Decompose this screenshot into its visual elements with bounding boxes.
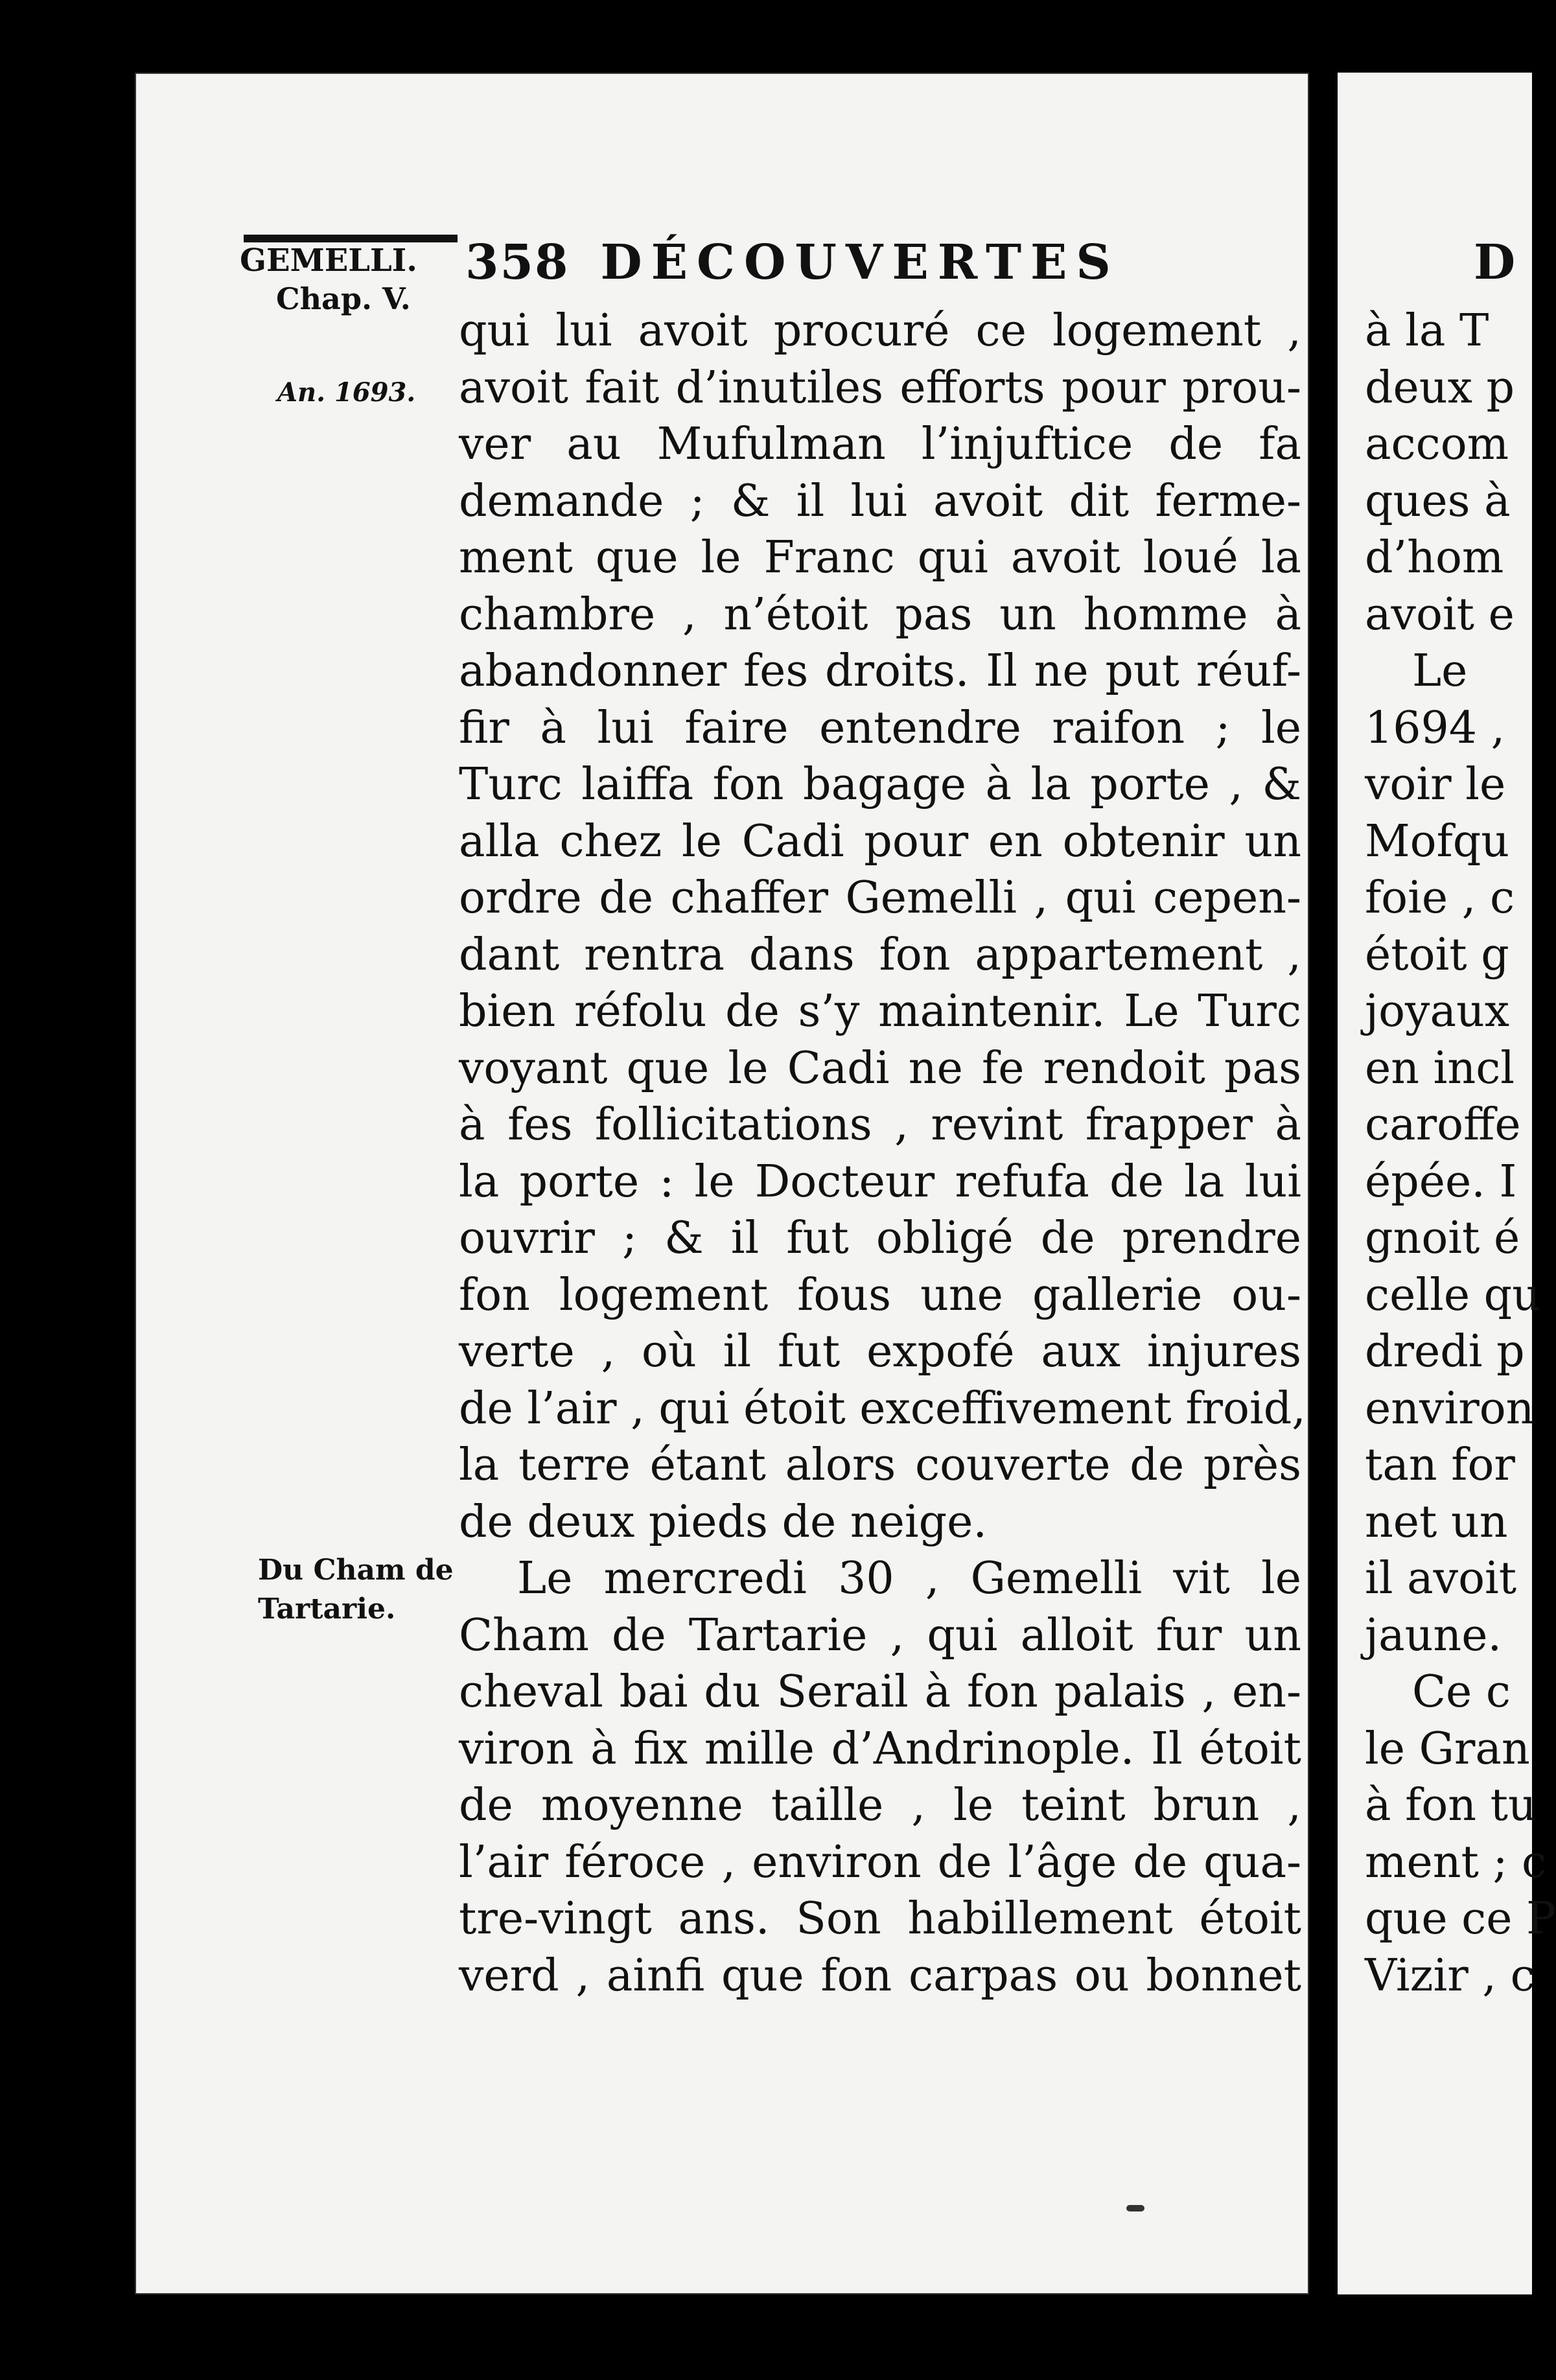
text-line: le Gran [1365, 1723, 1530, 1775]
text-line: 1694 , [1365, 702, 1505, 754]
text-line: à fes follicitations , revint frapper à [459, 1099, 1301, 1150]
margin-note-topic-line-2: Tartarie. [258, 1592, 396, 1626]
text-line: Vizir , c [1365, 1950, 1535, 2001]
page-header [465, 235, 1120, 290]
text-line: qui lui avoit procuré ce logement , [459, 305, 1301, 356]
text-line: épée. I [1365, 1156, 1517, 1208]
text-line: cheval bai du Serail à fon palais , en- [459, 1666, 1301, 1718]
text-line: dredi p [1365, 1326, 1525, 1377]
text-line: celle qu [1365, 1269, 1541, 1321]
text-line: la terre étant alors couverte de près [459, 1440, 1301, 1491]
right-page-header: D [1474, 235, 1516, 290]
text-line: Turc laiffa fon bagage à la porte , & [459, 759, 1301, 810]
text-line: alla chez le Cadi pour en obtenir un [459, 815, 1301, 867]
text-line: que ce P [1365, 1893, 1556, 1944]
text-line: foie , c [1365, 872, 1515, 924]
text-line: chambre , n’étoit pas un homme à [459, 589, 1301, 640]
ink-mark [1126, 2205, 1144, 2211]
text-line: dant rentra dans fon appartement , [459, 929, 1301, 981]
text-line: Le mercredi 30 , Gemelli vit le [517, 1553, 1301, 1604]
running-title: DÉCOUVERTES [600, 235, 1120, 290]
text-line: Ce c [1412, 1666, 1511, 1718]
text-line: fon logement fous une gallerie ou- [459, 1269, 1301, 1321]
text-line: Mofqu [1365, 815, 1510, 867]
text-line: jaune. [1365, 1609, 1502, 1661]
text-line: il avoit [1365, 1553, 1517, 1604]
text-line: net un [1365, 1496, 1508, 1548]
text-line: de moyenne taille , le teint brun , [459, 1780, 1301, 1831]
text-line: caroffe [1365, 1099, 1521, 1150]
text-line: ouvrir ; & il fut obligé de prendre [459, 1213, 1301, 1264]
margin-note-author: GEMELLI. [240, 242, 417, 279]
text-line: à la T [1365, 305, 1489, 356]
text-line: de deux pieds de neige. [459, 1496, 988, 1548]
text-line: ver au Mufulman l’injuftice de fa [459, 419, 1301, 470]
text-line: tre-vingt ans. Son habillement étoit [459, 1893, 1301, 1944]
text-line: ques à [1365, 475, 1511, 527]
text-line: ment que le Franc qui avoit loué la [459, 532, 1301, 583]
text-line: ordre de chaffer Gemelli , qui cepen- [459, 872, 1301, 924]
body-text [459, 303, 1306, 2004]
text-line: abandonner fes droits. Il ne put réuf- [459, 646, 1301, 697]
text-line: l’air féroce , environ de l’âge de qua- [459, 1836, 1301, 1888]
text-line: d’hom [1365, 532, 1504, 583]
text-line: deux p [1365, 362, 1515, 414]
text-line: étoit g [1365, 929, 1509, 981]
text-line: voir le [1365, 759, 1506, 810]
margin-note-year: An. 1693. [277, 377, 416, 408]
margin-rule [244, 235, 458, 242]
right-page [1338, 73, 1556, 2294]
text-line: fir à lui faire entendre raifon ; le [459, 702, 1301, 754]
text-line: bien réfolu de s’y maintenir. Le Turc [459, 986, 1301, 1037]
margin-note-topic-line-1: Du Cham de [258, 1554, 454, 1587]
text-line: voyant que le Cadi ne fe rendoit pas [459, 1042, 1301, 1094]
text-line: tan for [1365, 1440, 1515, 1491]
text-line: verd , ainfi que fon carpas ou bonnet [459, 1950, 1301, 2001]
text-line: demande ; & il lui avoit dit ferme- [459, 475, 1301, 527]
text-line: la porte : le Docteur refufa de la lui [459, 1156, 1301, 1208]
text-line: de l’air , qui étoit exceffivement froid, [459, 1382, 1306, 1434]
page-number: 358 [465, 235, 570, 290]
text-line: Le [1412, 646, 1468, 697]
text-line: ment ; c [1365, 1836, 1547, 1888]
text-line: accom [1365, 419, 1509, 470]
text-line: avoit fait d’inutiles efforts pour prou- [459, 362, 1301, 414]
text-line: Cham de Tartarie , qui alloit fur un [459, 1609, 1301, 1661]
left-page [135, 73, 1309, 2294]
text-line: environ [1365, 1382, 1535, 1434]
text-line: viron à fix mille d’Andrinople. Il étoit [459, 1723, 1301, 1775]
text-line: en incl [1365, 1042, 1515, 1094]
margin-note-chapter: Chap. V. [276, 281, 411, 316]
text-line: joyaux [1365, 986, 1510, 1037]
text-line: verte , où il fut expofé aux injures [459, 1326, 1301, 1377]
right-body-text [1338, 303, 1556, 2004]
text-line: gnoit é [1365, 1213, 1520, 1264]
text-line: à fon tu [1365, 1780, 1537, 1831]
text-line: avoit e [1365, 589, 1515, 640]
